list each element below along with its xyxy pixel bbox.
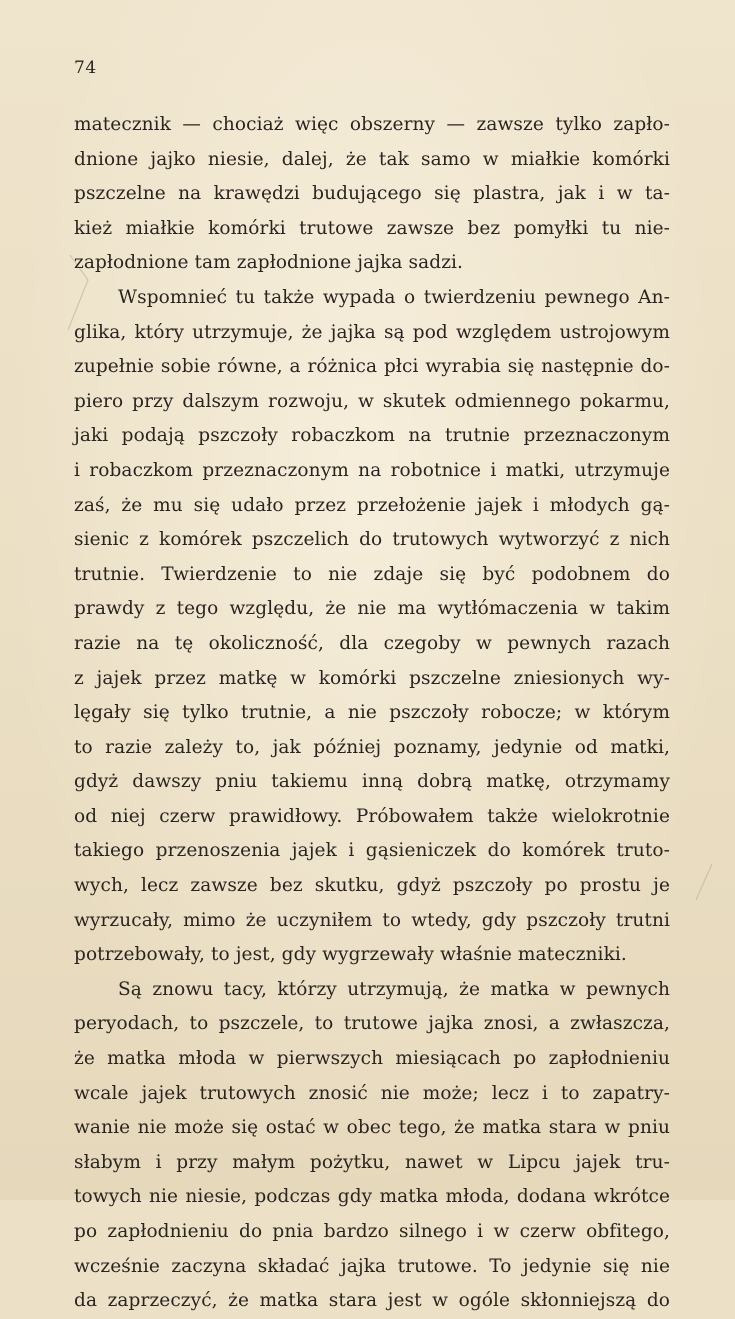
text-line: Są znowu tacy, którzy utrzymują, że matka w pewnych — [118, 978, 670, 1000]
text-line: słabym i przy małym pożytku, nawet w Lipcu jajek tru- — [74, 1151, 670, 1173]
text-line: z jajek przez matkę w komórki pszczelne zniesionych wy- — [74, 667, 670, 689]
text-line: że matka młoda w pierwszych miesiącach po zapłodnieniu — [74, 1048, 670, 1070]
text-line: dnione jajko niesie, dalej, że tak samo w miałkie komórki — [74, 148, 670, 170]
text-line: matecznik — chociaż więc obszerny — zawsze tylko zapło- — [74, 114, 670, 135]
text-line: towych nie niesie, podczas gdy matka młoda, dodana wkrótce — [74, 1186, 670, 1208]
text-line: potrzebowały, to jest, gdy wygrzewały właśnie mateczniki. — [74, 944, 627, 966]
text-line: jaki podają pszczoły robaczkom na trutnie przeznaczonym — [74, 425, 670, 447]
text-line: peryodach, to pszczele, to trutowe jajka znosi, a zwłaszcza, — [74, 1013, 670, 1035]
text-line: trutnie. Twierdzenie to nie zdaje się być podobnem do — [74, 563, 670, 585]
text-line: i robaczkom przeznaczonym na robotnice i matki, utrzymuje — [74, 459, 670, 481]
text-line: sienic z komórek pszczelich do trutowych wytworzyć z nich — [74, 529, 670, 551]
text-line: Wspomnieć tu także wypada o twierdzeniu pewnego An- — [118, 286, 670, 308]
text-line: razie na tę okoliczność, dla czegoby w pewnych razach — [74, 632, 670, 654]
text-line: wyrzucały, mimo że uczyniłem to wtedy, gdy pszczoły trutni — [74, 909, 670, 931]
text-line: po zapłodnieniu do pnia bardzo silnego i w czerw obfitego, — [74, 1221, 670, 1242]
text-line: wcale jajek trutowych znosić nie może; lecz i to zapatry- — [74, 1082, 670, 1104]
text-line: zaś, że mu się udało przez przełożenie jajek i młodych gą- — [74, 494, 670, 516]
text-line: to razie zależy to, jak później poznamy, jedynie od matki, — [74, 736, 670, 758]
text-line: piero przy dalszym rozwoju, w skutek odmiennego pokarmu, — [74, 390, 670, 412]
text-line: pszczelne na krawędzi budującego się plastra, jak i w ta- — [74, 183, 670, 205]
page-number: 74 — [74, 58, 97, 78]
text-line: gdyż dawszy pniu takiemu inną dobrą matkę, otrzymamy — [74, 771, 670, 793]
text-line: kież miałkie komórki trutowe zawsze bez pomyłki tu nie- — [74, 217, 670, 239]
text-line: wych, lecz zawsze bez skutku, gdyż pszczoły po prostu je — [74, 875, 670, 897]
text-line: od niej czerw prawidłowy. Próbowałem także wielokrotnie — [74, 805, 670, 827]
body-text — [74, 108, 670, 1319]
paper-crease-mark — [690, 860, 720, 920]
text-line: prawdy z tego względu, że nie ma wytłómaczenia w takim — [74, 598, 670, 620]
text-line: zupełnie sobie równe, a różnica płci wyrabia się następnie do- — [74, 356, 670, 378]
text-line: lęgały się tylko trutnie, a nie pszczoły robocze; w którym — [74, 702, 670, 724]
text-line: takiego przenoszenia jajek i gąsieniczek do komórek truto- — [74, 840, 670, 862]
text-line: wanie nie może się ostać w obec tego, że matka stara w pniu — [74, 1117, 670, 1139]
text-line: glika, który utrzymuje, że jajka są pod względem ustrojowym — [74, 321, 670, 343]
text-line: da zaprzeczyć, że matka stara jest w ogóle skłonniejszą do — [74, 1290, 670, 1312]
text-line: wcześnie zaczyna składać jajka trutowe. To jedynie się nie — [74, 1255, 670, 1277]
text-line: zapłodnione tam zapłodnione jajka sadzi. — [74, 252, 464, 274]
